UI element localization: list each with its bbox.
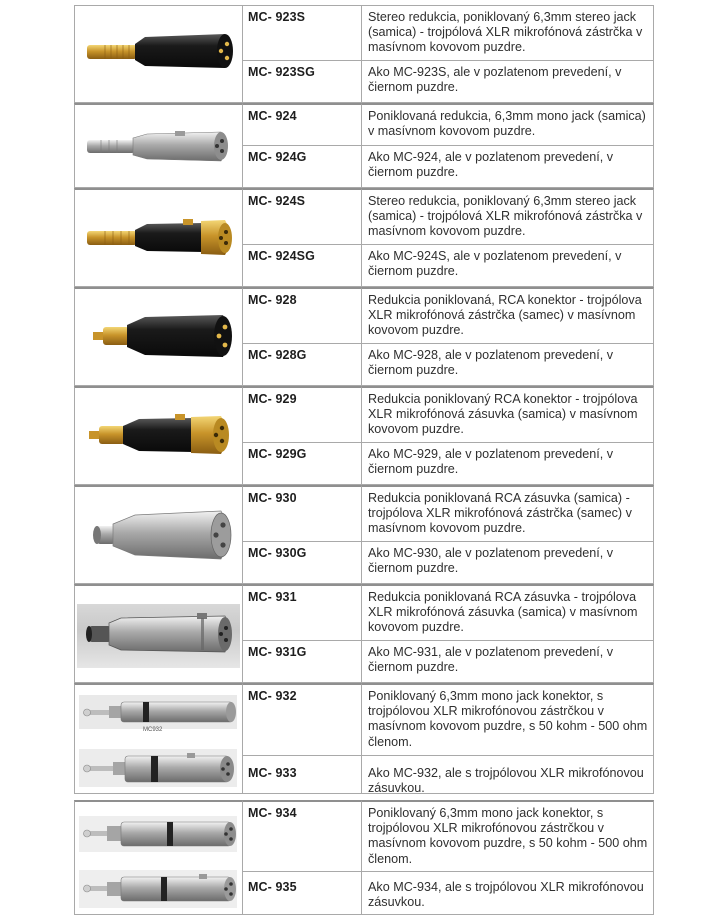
product-description: Ako MC-930, ale v pozlatenom prevedení, v čiernom puzdre. — [368, 546, 614, 576]
product-code-cell — [242, 683, 361, 756]
product-description: Ako MC-924, ale v pozlatenom prevedení, v čiernom puzdre. — [368, 150, 614, 180]
table-row — [74, 800, 654, 872]
product-code: MC- 931G — [248, 645, 307, 659]
table-row — [74, 584, 654, 641]
table-row — [74, 5, 654, 61]
product-code-cell — [242, 188, 361, 245]
product-code: MC- 924S — [248, 194, 306, 208]
mc932-photo-print: MC932 — [143, 727, 163, 733]
product-code: MC- 924SG — [248, 249, 315, 263]
product-description-cell — [361, 872, 654, 915]
product-description-cell — [361, 103, 654, 146]
product-code: MC- 930G — [248, 546, 307, 560]
product-description-cell — [361, 584, 654, 641]
product-code-cell — [242, 146, 361, 188]
product-code-cell — [242, 344, 361, 386]
product-description: Stereo redukcia, poniklovaný 6,3mm stereo jack (samica) - trojpólová XLR mikrofónová zástrčka v masívnom kovovom puzdre. — [368, 10, 643, 55]
product-code: MC- 932 — [248, 689, 297, 703]
product-code: MC- 934 — [248, 806, 297, 820]
product-code: MC- 929G — [248, 447, 307, 461]
product-description-cell — [361, 146, 654, 188]
product-code-cell — [242, 5, 361, 61]
product-description: Poniklovaný 6,3mm mono jack konektor, s trojpólovou XLR mikrofónovou zástrčkou v masívnom kovovom puzdre, s 50 kohm - 500 ohm členom. — [368, 689, 648, 749]
product-description: Poniklovaný 6,3mm mono jack konektor, s trojpólovou XLR mikrofónovou zástrčkou v masívnom kovovom puzdre, s 50 kohm - 500 ohm členom. — [368, 806, 648, 866]
product-description-cell — [361, 756, 654, 794]
product-description-cell — [361, 386, 654, 443]
product-code: MC- 928 — [248, 293, 297, 307]
product-code-cell — [242, 287, 361, 344]
product-description: Ako MC-934, ale s trojpólovou XLR mikrofónovou zásuvkou. — [368, 880, 644, 910]
product-code: MC- 924G — [248, 150, 307, 164]
product-code-cell — [242, 800, 361, 872]
product-description: Stereo redukcia, poniklovaný 6,3mm stereo jack (samica) - trojpólová XLR mikrofónová zástrčka v masívnom kovovom puzdre. — [368, 194, 643, 239]
product-description: Ako MC-928, ale v pozlatenom prevedení, v čiernom puzdre. — [368, 348, 614, 378]
product-code: MC- 933 — [248, 766, 297, 780]
product-description: Redukcia poniklovaná RCA zásuvka - trojpólova XLR mikrofónová zásuvka (samica) v masívnom kovovom puzdre. — [368, 590, 638, 635]
product-description-cell — [361, 61, 654, 103]
product-description: Poniklovaná redukcia, 6,3mm mono jack (samica) v masívnom kovovom puzdre. — [368, 109, 646, 139]
product-description-cell — [361, 641, 654, 683]
table-row — [74, 485, 654, 542]
product-description: Ako MC-924S, ale v pozlatenom prevedení, v čiernom puzdre. — [368, 249, 622, 279]
product-description-cell — [361, 287, 654, 344]
product-code: MC- 924 — [248, 109, 297, 123]
product-description: Ako MC-932, ale s trojpólovou XLR mikrofónovou zásuvkou. — [368, 766, 644, 796]
product-code: MC- 935 — [248, 880, 297, 894]
product-code-cell — [242, 641, 361, 683]
product-description: Redukcia poniklovaný RCA konektor - trojpólova XLR mikrofónová zásuvka (samica) v masívnom kovovom puzdre. — [368, 392, 638, 437]
product-code-cell — [242, 103, 361, 146]
product-code: MC- 923S — [248, 10, 306, 24]
product-description-cell — [361, 344, 654, 386]
product-description: Ako MC-929, ale v pozlatenom prevedení, v čiernom puzdre. — [368, 447, 614, 477]
product-description-cell — [361, 5, 654, 61]
product-description-cell — [361, 683, 654, 756]
table-row — [74, 344, 654, 386]
product-code: MC- 923SG — [248, 65, 315, 79]
product-code-cell — [242, 872, 361, 915]
table-row — [74, 386, 654, 443]
product-code-cell — [242, 245, 361, 287]
mc-934-adapter-image — [75, 802, 243, 862]
product-code: MC- 929 — [248, 392, 297, 406]
product-code-cell — [242, 61, 361, 103]
table-row — [74, 188, 654, 245]
product-description: Redukcia poniklovaná, RCA konektor - trojpólova XLR mikrofónová zástrčka (samec) v masívnom kovovom puzdre. — [368, 293, 642, 338]
table-row — [74, 872, 654, 915]
product-code-cell — [242, 542, 361, 584]
table-row — [74, 756, 654, 794]
table-row — [74, 61, 654, 103]
product-code: MC- 930 — [248, 491, 297, 505]
product-description-cell — [361, 542, 654, 584]
product-code-cell — [242, 584, 361, 641]
product-description: Ako MC-923S, ale v pozlatenom prevedení, v čiernom puzdre. — [368, 65, 622, 95]
product-code-cell — [242, 756, 361, 794]
table-row — [74, 641, 654, 683]
product-description-cell — [361, 800, 654, 872]
table-row — [74, 683, 654, 756]
product-code-cell — [242, 443, 361, 485]
table-row — [74, 245, 654, 287]
table-row — [74, 542, 654, 584]
product-code: MC- 928G — [248, 348, 307, 362]
table-row — [74, 146, 654, 188]
product-description-cell — [361, 245, 654, 287]
product-code-cell — [242, 386, 361, 443]
product-description-cell — [361, 188, 654, 245]
product-table — [74, 0, 654, 915]
table-row — [74, 103, 654, 146]
product-description-cell — [361, 443, 654, 485]
product-description: Ako MC-931, ale v pozlatenom prevedení, v čiernom puzdre. — [368, 645, 614, 675]
product-code: MC- 931 — [248, 590, 297, 604]
product-code-cell — [242, 485, 361, 542]
table-row — [74, 443, 654, 485]
table-row — [74, 287, 654, 344]
product-description-cell — [361, 485, 654, 542]
mc-932-adapter-image — [75, 685, 243, 740]
product-description: Redukcia poniklovaná RCA zásuvka (samica) - trojpólova XLR mikrofónová zástrčka (samec) v masívnom kovovom puzdre. — [368, 491, 632, 536]
